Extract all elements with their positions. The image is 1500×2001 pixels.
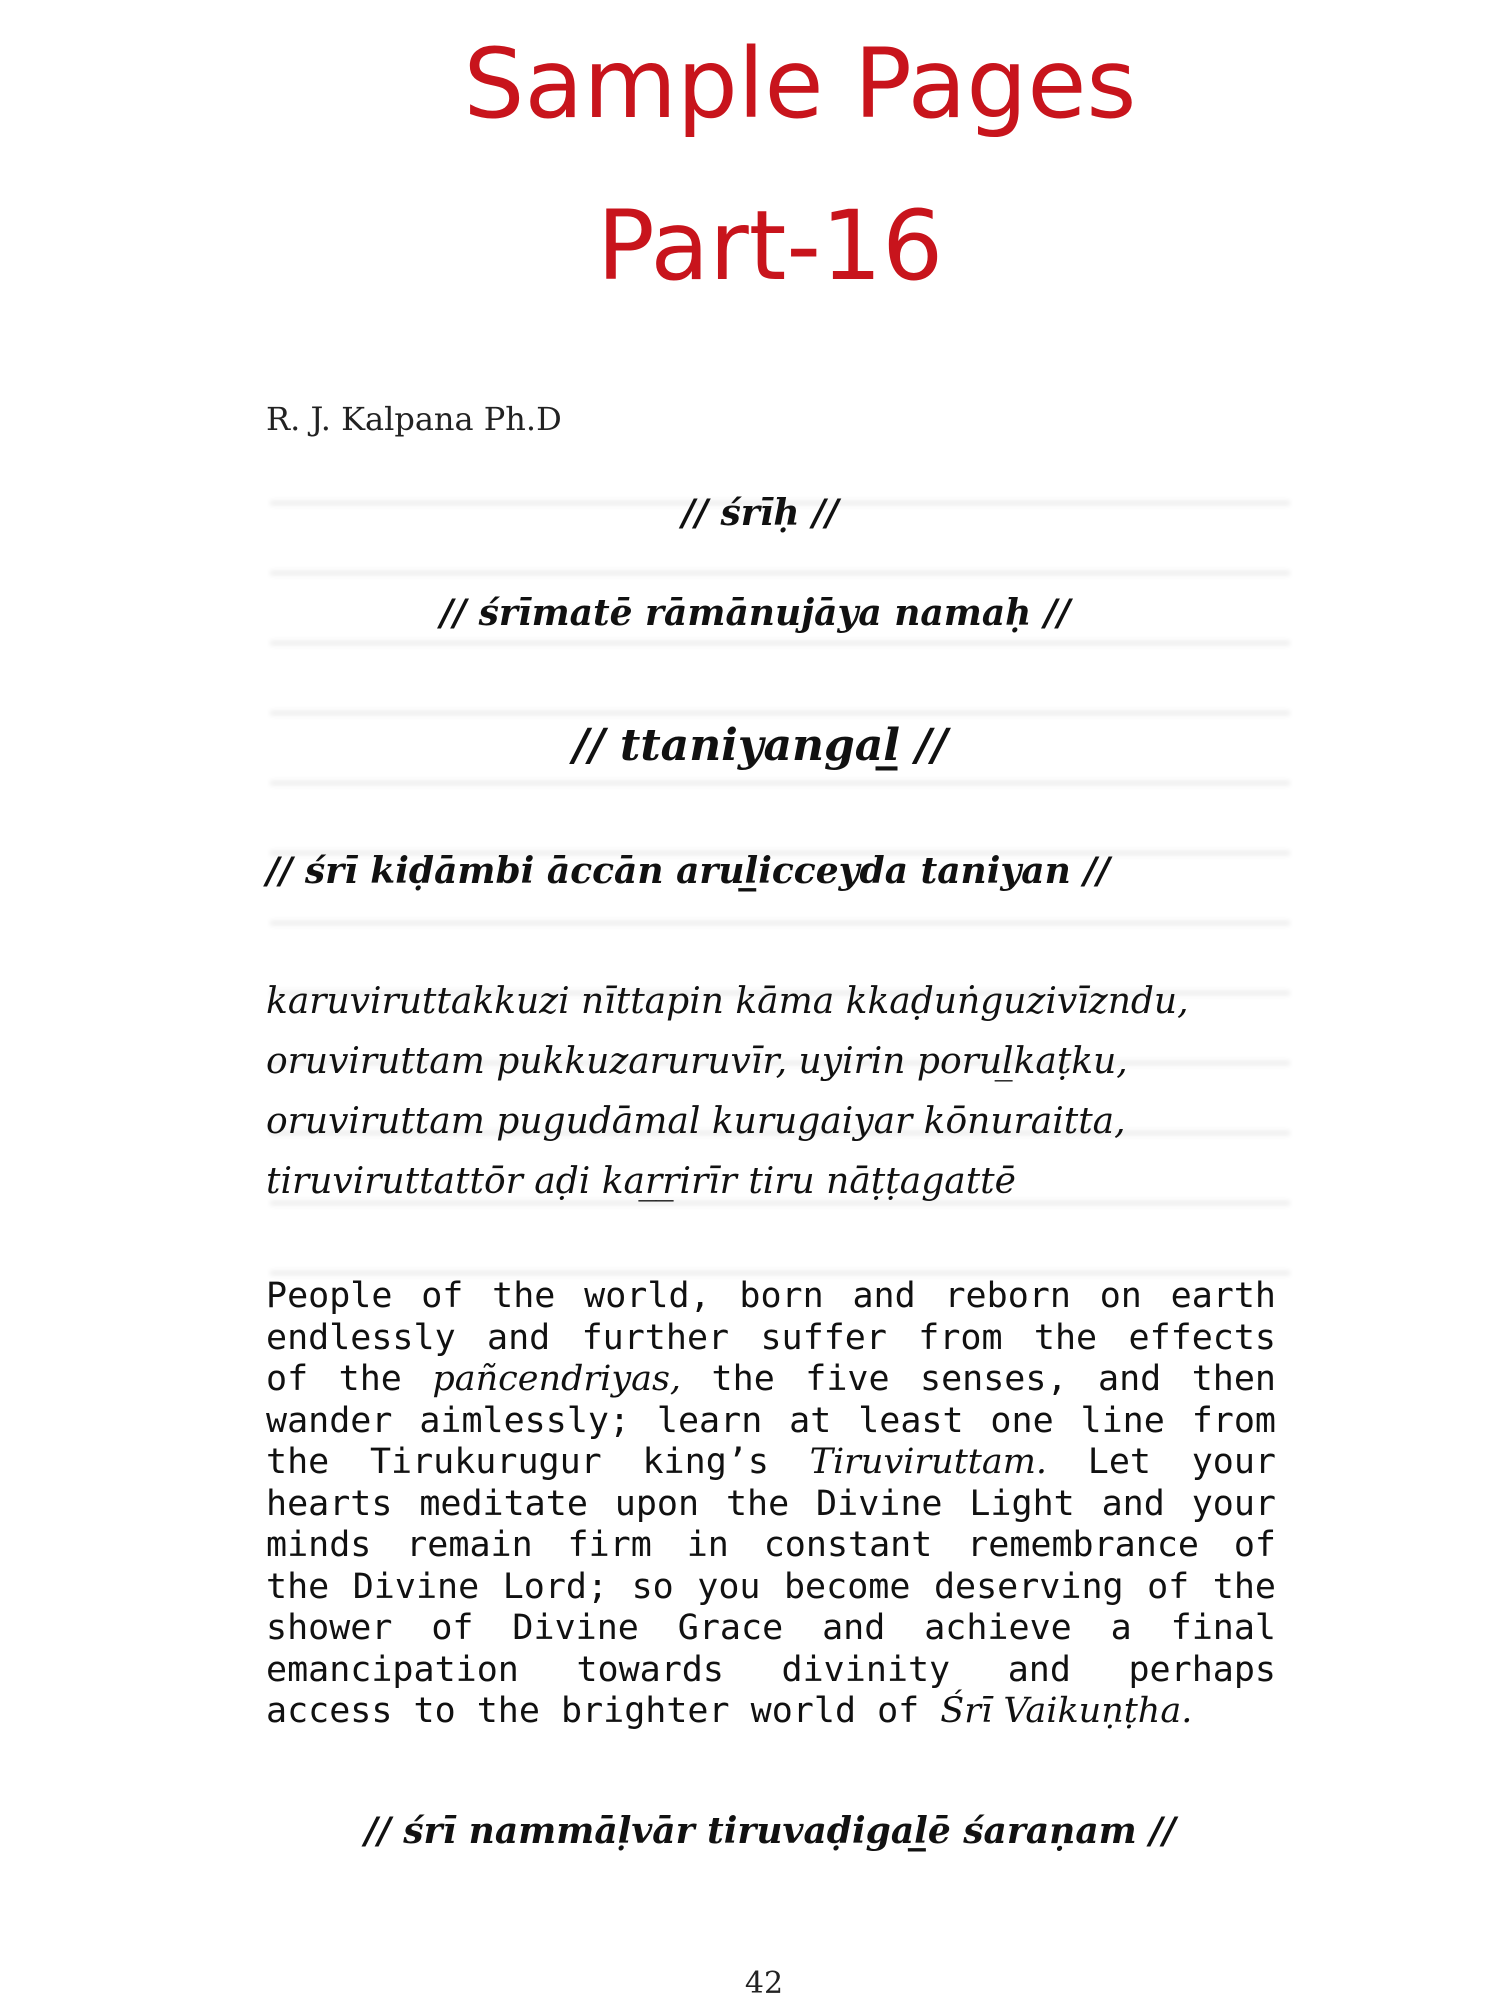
paragraph-italic-term: Tiruviruttam.: [809, 1442, 1048, 1482]
paragraph-italic-term: pañcendriyas,: [432, 1359, 682, 1399]
paragraph-text: Let your hearts meditate upon the Divine Light and your minds remain firm in constant remembrance of the Divine Lord; so you become deserving of the shower of Divine Grace and achieve a final emancipation towards divinity and perhaps access to the brighter world of: [266, 1442, 1276, 1731]
verse-line: karuviruttakkuzi nīttapin kāma kkaḍuṅguzivīzndu,: [266, 981, 1189, 1022]
sample-banner-line-2: Part-16: [596, 190, 944, 302]
paragraph-italic-term: Śrī Vaikuṇṭha.: [940, 1691, 1193, 1731]
author-header: R. J. Kalpana Ph.D: [266, 400, 562, 438]
verse-line: tiruviruttattōr aḍi kar̲r̲irīr tiru nāṭṭagattē: [266, 1161, 1016, 1202]
sample-banner-line-1: Sample Pages: [463, 28, 1137, 140]
verse-line: oruviruttam pukkuzaruruvīr, uyirin porul̲kaṭku,: [266, 1041, 1128, 1082]
verse-line: oruviruttam pugudāmal kurugaiyar kōnuraitta,: [266, 1101, 1126, 1142]
invocation-sriih: // śrīḥ //: [681, 492, 839, 534]
closing-invocation: // śrī nammāḷvār tiruvaḍigal̲ē śaraṇam //: [364, 1810, 1176, 1852]
section-title-taniyangal: // ttaniyangal̲ //: [572, 720, 948, 771]
taniyan-title: // śrī kiḍāmbi āccān arul̲icceyda taniyan //: [266, 850, 1110, 892]
paragraph-text: the five senses, and then wander aimlessly; learn at least one line from the Tirukurugur king’s: [266, 1359, 1276, 1482]
translation-paragraph: [266, 1276, 1276, 1733]
page-number: 42: [744, 1966, 784, 2001]
invocation-srimate: // śrīmatē rāmānujāya namaḥ //: [439, 592, 1071, 634]
paragraph-text: People of the world, born and reborn on earth endlessly and further suffer from the effects of the: [266, 1276, 1276, 1399]
